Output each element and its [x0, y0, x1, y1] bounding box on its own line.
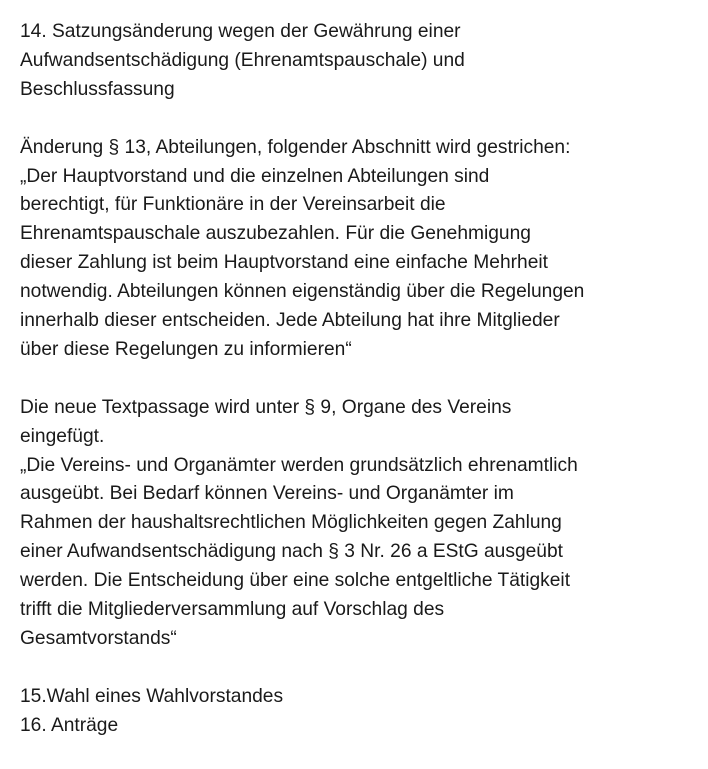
- text-line: ausgeübt. Bei Bedarf können Vereins- und Organämter im: [20, 483, 514, 505]
- text-line: eingefügt.: [20, 425, 105, 447]
- item-14-heading: [20, 18, 700, 105]
- text-line: notwendig. Abteilungen können eigenständig über die Regelungen: [20, 281, 585, 303]
- item-16-heading: 16. Anträge: [20, 714, 119, 736]
- item-14-change-section-13: [20, 134, 700, 365]
- item-14-change-section-9: [20, 394, 700, 654]
- text-line: berechtigt, für Funktionäre in der Vereinsarbeit die: [20, 194, 446, 216]
- text-line: Aufwandsentschädigung (Ehrenamtspauschale) und: [20, 49, 465, 71]
- text-line: einer Aufwandsentschädigung nach § 3 Nr. 26 a EStG ausgeübt: [20, 541, 563, 563]
- text-line: 14. Satzungsänderung wegen der Gewährung einer: [20, 21, 461, 42]
- agenda-document: [20, 18, 700, 741]
- paragraph-gap: [20, 654, 700, 683]
- text-line: Die neue Textpassage wird unter § 9, Organe des Vereins: [20, 396, 512, 418]
- text-line: werden. Die Entscheidung über eine solche entgeltliche Tätigkeit: [20, 570, 571, 592]
- text-line: dieser Zahlung ist beim Hauptvorstand eine einfache Mehrheit: [20, 252, 548, 274]
- text-line: über diese Regelungen zu informieren“: [20, 338, 352, 360]
- text-line: „Die Vereins- und Organämter werden grundsätzlich ehrenamtlich: [20, 454, 578, 476]
- text-line: Ehrenamtspauschale auszubezahlen. Für die Genehmigung: [20, 223, 531, 245]
- item-15-heading: 15.Wahl eines Wahlvorstandes: [20, 685, 284, 707]
- text-line: „Der Hauptvorstand und die einzelnen Abteilungen sind: [20, 165, 490, 187]
- text-line: Gesamtvorstands“: [20, 628, 177, 649]
- text-line: Änderung § 13, Abteilungen, folgender Abschnitt wird gestrichen:: [20, 136, 571, 158]
- text-line: innerhalb dieser entscheiden. Jede Abteilung hat ihre Mitglieder: [20, 310, 560, 332]
- text-line: trifft die Mitgliederversammlung auf Vorschlag des: [20, 599, 445, 621]
- text-line: Rahmen der haushaltsrechtlichen Möglichkeiten gegen Zahlung: [20, 512, 562, 534]
- text-line: Beschlussfassung: [20, 78, 175, 100]
- paragraph-gap: [20, 365, 700, 394]
- paragraph-gap: [20, 105, 700, 134]
